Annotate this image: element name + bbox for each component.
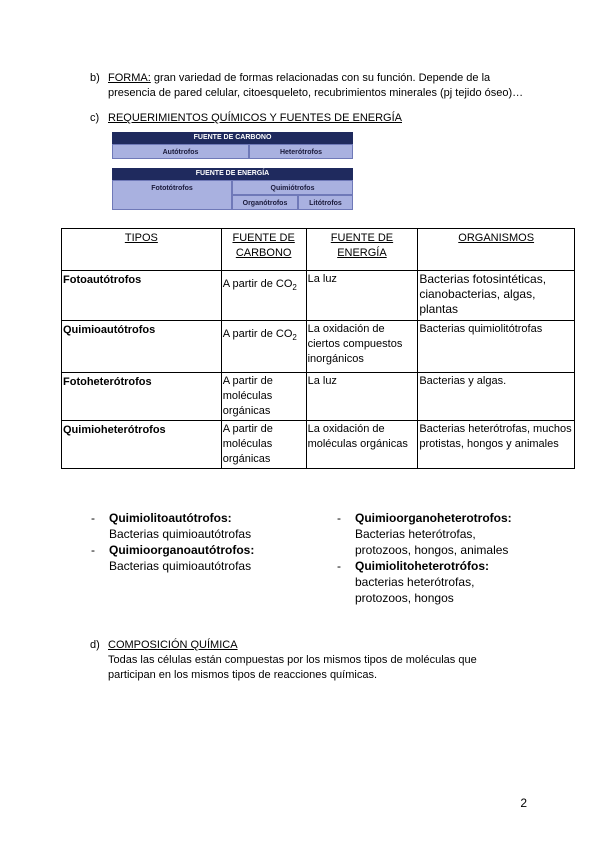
list-item <box>337 510 557 558</box>
list-heterotrofos <box>337 510 557 606</box>
section-c-title: REQUERIMIENTOS QUÍMICOS Y FUENTES DE ENERGÍA <box>108 112 402 124</box>
list-autotrofos <box>91 510 311 574</box>
table-header-row <box>62 229 575 271</box>
cell-carbon: A partir de moléculas orgánicas <box>221 421 306 469</box>
cell-type: Fotoheterótrofos <box>62 373 222 421</box>
litotrofos-cell: Litótrofos <box>298 195 353 210</box>
list-item-title: - Quimioorganoautótrofos: <box>109 543 255 557</box>
quimiotrofos-group <box>232 180 353 210</box>
section-d-label: d) <box>90 639 100 651</box>
fototrofos-cell: Fototótrofos <box>112 180 232 210</box>
section-b-label: b) <box>90 72 100 84</box>
autotrofos-cell: Autótrofos <box>112 144 249 159</box>
cell-organisms: Bacterias heterótrofas, muchos protistas, hongos y animales <box>418 421 575 469</box>
section-c <box>90 112 550 124</box>
energy-source-diagram <box>112 168 353 210</box>
energy-source-row <box>112 180 353 210</box>
cell-type: Quimioheterótrofos <box>62 421 222 469</box>
carbon-source-diagram <box>112 132 353 159</box>
section-d-text: Todas las células están compuestas por los mismos tipos de moléculas que participan en los mismos tipos de reacciones químicas. <box>108 654 477 681</box>
list-item-desc: Bacterias quimioautótrofas <box>109 559 252 573</box>
cell-carbon: A partir de $CO_2$ <box>221 321 306 373</box>
table-row <box>62 321 575 373</box>
section-b-title: FORMA: <box>108 72 151 84</box>
header-fuente-energia: FUENTE DE ENERGÍA <box>306 229 418 271</box>
section-d-heading <box>90 638 550 653</box>
section-b-line1 <box>90 71 550 86</box>
organotrofos-cell: Organótrofos <box>232 195 298 210</box>
header-organismos: ORGANISMOS <box>418 229 575 271</box>
header-fuente-carbono: FUENTE DE CARBONO <box>221 229 306 271</box>
table-row <box>62 421 575 469</box>
header-tipos: TIPOS <box>62 229 222 271</box>
table-row <box>62 271 575 321</box>
heterotrofos-cell: Heterótrofos <box>249 144 353 159</box>
section-b-text2: presencia de pared celular, citoesqueleto, recubrimientos minerales (pj tejido óseo)… <box>108 87 524 99</box>
list-item <box>337 558 557 606</box>
page-number: 2 <box>520 796 527 810</box>
table-row <box>62 373 575 421</box>
section-c-label: c) <box>90 112 100 124</box>
carbon-source-row <box>112 144 353 159</box>
cell-type: Fotoautótrofos <box>62 271 222 321</box>
cell-organisms: Bacterias fotosintéticas, cianobacterias, algas, plantas <box>418 271 575 321</box>
list-item-desc: Bacterias quimioautótrofas <box>109 527 252 541</box>
section-d-title: COMPOSICIÓN QUÍMICA <box>108 639 238 651</box>
cell-energy: La luz <box>306 271 418 321</box>
cell-energy: La oxidación de moléculas orgánicas <box>306 421 418 469</box>
cell-organisms: Bacterias quimiolitótrofas <box>418 321 575 373</box>
list-item-title: - Quimioorganoheterotrofos: <box>355 511 512 525</box>
cell-carbon: A partir de moléculas orgánicas <box>221 373 306 421</box>
list-item <box>91 542 311 574</box>
cell-organisms: Bacterias y algas. <box>418 373 575 421</box>
section-b-text1: gran variedad de formas relacionadas con su función. Depende de la <box>150 72 491 84</box>
cell-carbon: A partir de $CO_2$ <box>221 271 306 321</box>
section-b <box>90 71 550 101</box>
cell-energy: La oxidación de ciertos compuestos inorgánicos <box>306 321 418 373</box>
list-item-title: - Quimiolitoautótrofos: <box>109 511 232 525</box>
list-item-title: - Quimiolitoheterotrófos: <box>355 559 489 573</box>
energy-source-header: FUENTE DE ENERGÍA <box>112 168 353 180</box>
quimiotrofos-sub-row <box>232 195 353 210</box>
quimiotrofos-cell: Quimiótrofos <box>232 180 353 195</box>
cell-type: Quimioautótrofos <box>62 321 222 373</box>
list-item <box>91 510 311 542</box>
cell-energy: La luz <box>306 373 418 421</box>
nutrition-types-table <box>61 228 575 469</box>
carbon-source-header: FUENTE DE CARBONO <box>112 132 353 144</box>
section-d <box>90 638 550 683</box>
list-item-desc: bacterias heterótrofas, protozoos, hongos <box>355 575 475 605</box>
list-item-desc: Bacterias heterótrofas, protozoos, hongos, animales <box>355 527 509 557</box>
